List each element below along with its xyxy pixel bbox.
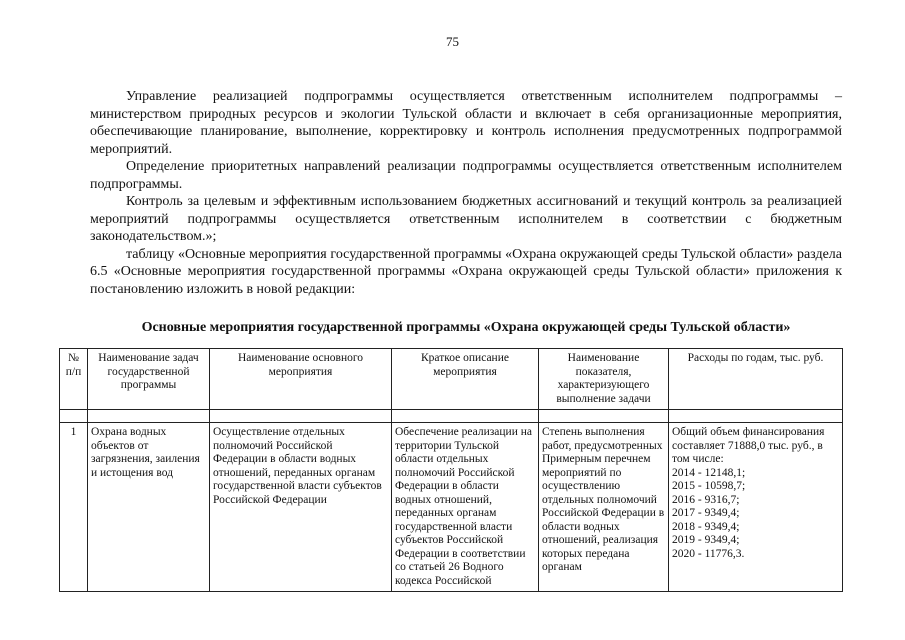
header-expenses: Расходы по годам, тыс. руб.: [669, 349, 843, 410]
table-header-row: [60, 349, 843, 410]
row-description: Обеспечение реализации на территории Тульской области отдельных полномочий Российской Федерации в области водных отношений, переданных органам государственной власти субъектов Российской Федерации в соответствии со статьей 26 Водного кодекса Российской: [392, 423, 539, 592]
header-description: Краткое описание мероприятия: [392, 349, 539, 410]
body-text: [90, 88, 842, 298]
paragraph-priorities: Определение приоритетных направлений реализации подпрограммы осуществляется ответственным исполнителем подпрограммы.: [90, 159, 842, 192]
expenses-year: 2015 - 10598,7;: [672, 480, 746, 492]
expenses-year: 2019 - 9349,4;: [672, 534, 740, 546]
row-indicator: Степень выполнения работ, предусмотренных Примерным перечнем мероприятий по осуществлению отдельных полномочий Российской Федерации в области водных отношений, реализация которых передана органам: [539, 423, 669, 592]
header-task: Наименование задач государственной программы: [88, 349, 210, 410]
table-title: Основные мероприятия государственной программы «Охрана окружающей среды Тульской области»: [141, 320, 791, 335]
page-number: 75: [446, 34, 459, 49]
row-num: 1: [60, 423, 88, 592]
expenses-year: 2018 - 9349,4;: [672, 520, 740, 533]
table-row: [60, 423, 843, 592]
paragraph-management: Управление реализацией подпрограммы осуществляется ответственным исполнителем подпрограммы – министерством природных ресурсов и экологии Тульской области и включает в себя организационные мероприятия, обеспечивающие планирование, выполнение, корректировку и контроль исполнения предусмотренных подпрограммой мероприятий.: [90, 89, 842, 157]
expenses-year: 2016 - 9316,7;: [672, 493, 740, 506]
expenses-intro: Общий объем финансирования составляет 71888,0 тыс. руб., в том числе:: [672, 426, 825, 465]
header-num: № п/п: [60, 349, 88, 410]
header-indicator: Наименование показателя, характеризующего выполнение задачи: [539, 349, 669, 410]
table-spacer-row: [60, 410, 843, 423]
row-task: Охрана водных объектов от загрязнения, заиления и истощения вод: [88, 423, 210, 592]
expenses-year: 2017 - 9349,4;: [672, 507, 740, 519]
measures-table: [59, 348, 843, 592]
paragraph-table-amendment: таблицу «Основные мероприятия государственной программы «Охрана окружающей среды Тульской области» раздела 6.5 «Основные мероприятия государственной программы «Охрана окружающей среды Тульской области» приложения к постановлению изложить в новой редакции:: [90, 246, 842, 297]
paragraph-control: Контроль за целевым и эффективным использованием бюджетных ассигнований и текущий контроль за реализацией мероприятий подпрограммы осуществляется ответственным исполнителем в соответствии с бюджетным законодательством.»;: [90, 194, 842, 244]
row-expenses: [669, 423, 843, 592]
row-measure: Осуществление отдельных полномочий Российской Федерации в области водных отношений, переданных органам государственной власти субъектов Российской Федерации: [210, 423, 392, 592]
expenses-year: 2020 - 11776,3.: [672, 547, 745, 560]
header-measure: Наименование основного мероприятия: [210, 349, 392, 410]
expenses-year: 2014 - 12148,1;: [672, 466, 746, 479]
